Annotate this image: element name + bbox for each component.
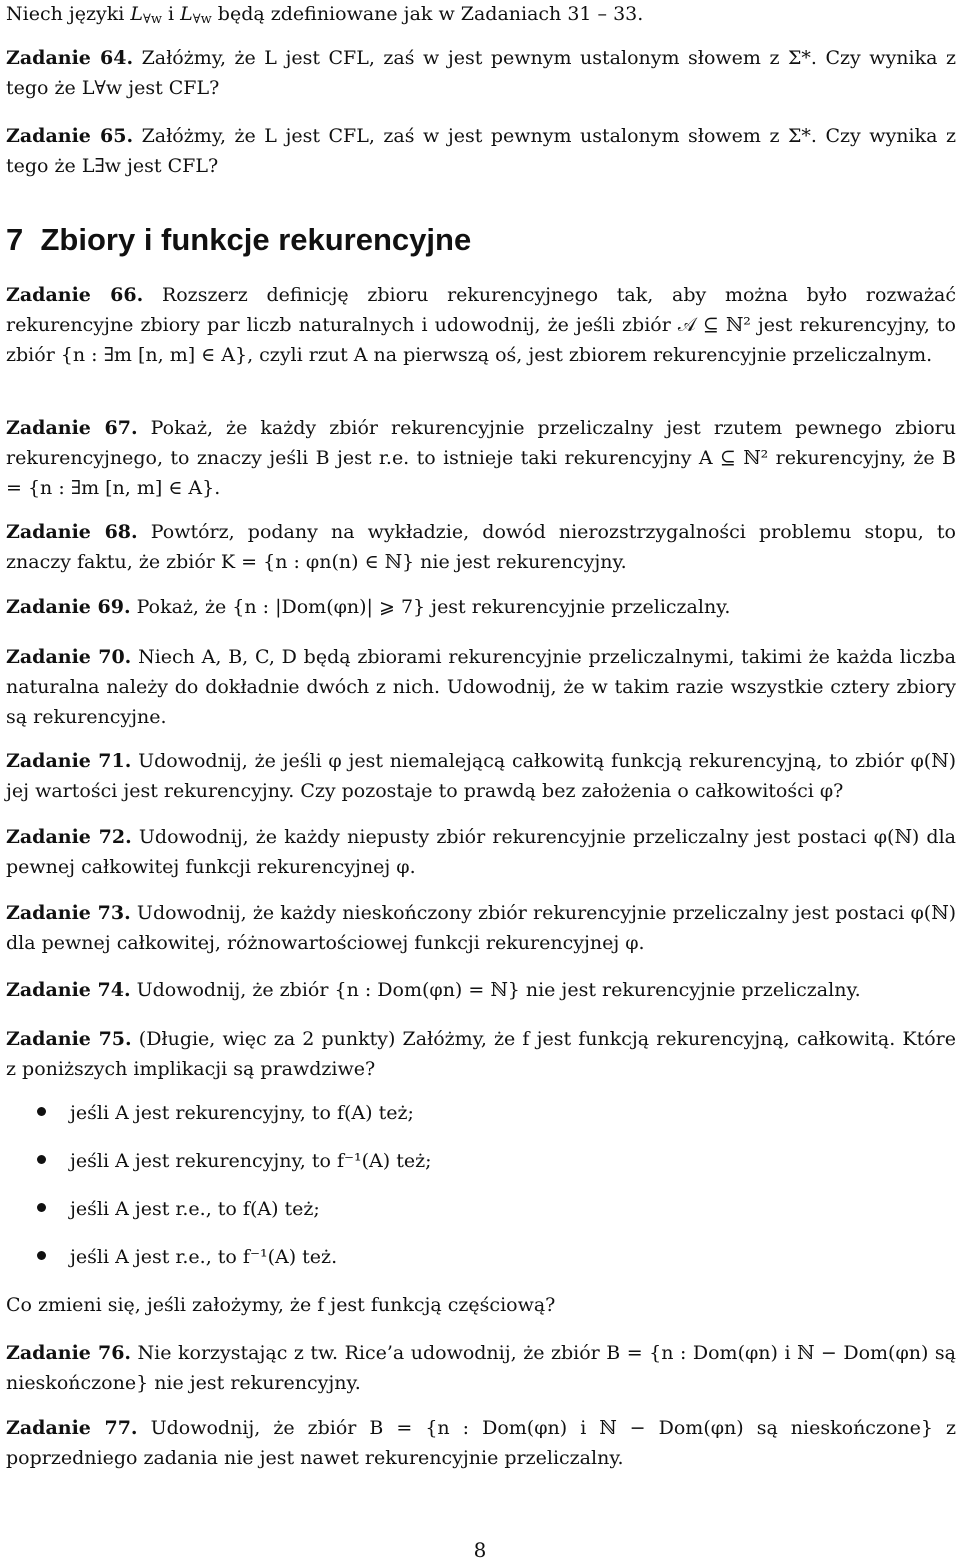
intro-subscript: ∀w bbox=[192, 12, 212, 27]
exercise-label: Zadanie 73. bbox=[6, 902, 131, 924]
section-number: 7 bbox=[6, 222, 24, 257]
page-number: 8 bbox=[473, 1538, 487, 1562]
exercise-label: Zadanie 67. bbox=[6, 417, 138, 439]
exercise-text: Załóżmy, że L jest CFL, zaś w jest pewnym ustalonym słowem z Σ*. Czy wynika z tego że L∀w jest CFL? bbox=[6, 47, 956, 99]
exercise-text: Udowodnij, że zbiór B = {n : Dom(φn) i ℕ − Dom(φn) są nieskończone} z poprzedniego zadania nie jest nawet rekurencyjnie przeliczalny. bbox=[6, 1417, 956, 1469]
section-title: Zbiory i funkcje rekurencyjne bbox=[40, 222, 472, 257]
exercise-label: Zadanie 64. bbox=[6, 47, 134, 69]
list-item-text: jeśli A jest r.e., to f(A) też; bbox=[70, 1198, 320, 1220]
bullet-icon bbox=[37, 1251, 46, 1260]
exercise-text: Nie korzystając z tw. Rice’a udowodnij, że zbiór B = {n : Dom(φn) i ℕ − Dom(φn) są nieskończone} nie jest rekurencyjny. bbox=[6, 1342, 956, 1394]
implications-list bbox=[6, 1098, 956, 1290]
exercise-70 bbox=[6, 642, 956, 732]
exercise-text: Udowodnij, że każdy nieskończony zbiór rekurencyjnie przeliczalny jest postaci φ(ℕ) dla pewnej całkowitej, różnowartościowej funkcji rekurencyjnej φ. bbox=[6, 902, 956, 954]
intro-text: i bbox=[161, 3, 181, 25]
list-item-text: jeśli A jest rekurencyjny, to f⁻¹(A) też; bbox=[70, 1150, 432, 1172]
exercise-text: Niech A, B, C, D będą zbiorami rekurencyjnie przeliczalnymi, takimi że każda liczba naturalna należy do dokładnie dwóch z nich. Udowodnij, że w takim razie wszystkie cztery zbiory są rekurencyjne. bbox=[6, 646, 956, 728]
exercise-71 bbox=[6, 746, 956, 806]
exercise-text: Pokaż, że każdy zbiór rekurencyjnie przeliczalny jest rzutem pewnego zbioru rekurencyjnego, to znaczy jeśli B jest r.e. to istnieje taki rekurencyjny A ⊆ ℕ² rekurencyjny, że B = {n : ∃m [n, m] ∈ A}. bbox=[6, 417, 956, 499]
exercise-label: Zadanie 71. bbox=[6, 750, 132, 772]
list-item bbox=[6, 1194, 956, 1242]
bullet-icon bbox=[37, 1155, 46, 1164]
list-item bbox=[6, 1098, 956, 1146]
exercise-label: Zadanie 74. bbox=[6, 979, 131, 1001]
exercise-text: Udowodnij, że jeśli φ jest niemalejącą całkowitą funkcją rekurencyjną, to zbiór φ(ℕ) jej wartości jest rekurencyjny. Czy pozostaje to prawdą bez założenia o całkowitości φ? bbox=[6, 750, 956, 802]
exercise-text: Powtórz, podany na wykładzie, dowód nierozstrzygalności problemu stopu, to znaczy faktu, że zbiór K = {n : φn(n) ∈ ℕ} nie jest rekurencyjny. bbox=[6, 521, 956, 573]
exercise-label: Zadanie 69. bbox=[6, 596, 131, 618]
intro-text: Niech języki bbox=[6, 3, 131, 25]
exercise-label: Zadanie 66. bbox=[6, 284, 144, 306]
bullet-icon bbox=[37, 1107, 46, 1116]
exercise-text: Udowodnij, że każdy niepusty zbiór rekurencyjnie przeliczalny jest postaci φ(ℕ) dla pewnej całkowitej funkcji rekurencyjnej φ. bbox=[6, 826, 956, 878]
exercise-label: Zadanie 76. bbox=[6, 1342, 132, 1364]
exercise-69 bbox=[6, 592, 956, 622]
exercise-text: Rozszerz definicję zbioru rekurencyjnego tak, aby można było rozważać rekurencyjne zbiory par liczb naturalnych i udowodnij, że jeśli zbiór 𝒜 ⊆ ℕ² jest rekurencyjny, to zbiór {n : ∃m [n, m] ∈ A}, czyli rzut A na pierwszą oś, jest zbiorem rekurencyjnie przeliczalnym. bbox=[6, 284, 956, 366]
list-item-text: jeśli A jest r.e., to f⁻¹(A) też. bbox=[70, 1246, 338, 1268]
exercise-text: Udowodnij, że zbiór {n : Dom(φn) = ℕ} nie jest rekurencyjnie przeliczalny. bbox=[130, 979, 861, 1001]
exercise-75-followup: Co zmieni się, jeśli założymy, że f jest funkcją częściową? bbox=[6, 1294, 556, 1316]
exercise-75 bbox=[6, 1024, 956, 1084]
exercise-text: (Długie, więc za 2 punkty) Załóżmy, że f jest funkcją rekurencyjną, całkowitą. Które z poniższych implikacji są prawdziwe? bbox=[6, 1028, 956, 1080]
list-item bbox=[6, 1146, 956, 1194]
intro-text: będą zdefiniowane jak w Zadaniach 31 – 33. bbox=[211, 3, 644, 25]
intro-paragraph: Niech języki $L_{\forall w}$ i $L_{\forall w}$ będą zdefiniowane jak w Zadaniach 31 – 33. bbox=[6, 3, 644, 27]
section-heading bbox=[6, 220, 471, 260]
exercise-label: Zadanie 68. bbox=[6, 521, 138, 543]
exercise-76 bbox=[6, 1338, 956, 1398]
exercise-label: Zadanie 65. bbox=[6, 125, 134, 147]
exercise-66 bbox=[6, 280, 956, 370]
exercise-text: Pokaż, że {n : |Dom(φn)| ⩾ 7} jest rekurencyjnie przeliczalny. bbox=[130, 596, 731, 618]
exercise-77 bbox=[6, 1413, 956, 1473]
list-item-text: jeśli A jest rekurencyjny, to f(A) też; bbox=[70, 1102, 414, 1124]
exercise-label: Zadanie 72. bbox=[6, 826, 132, 848]
bullet-icon bbox=[37, 1203, 46, 1212]
exercise-64 bbox=[6, 43, 956, 103]
exercise-74 bbox=[6, 975, 956, 1005]
list-item bbox=[6, 1242, 956, 1290]
exercise-72 bbox=[6, 822, 956, 882]
exercise-65 bbox=[6, 121, 956, 181]
exercise-label: Zadanie 70. bbox=[6, 646, 132, 668]
intro-subscript: ∀w bbox=[143, 12, 162, 27]
exercise-text: Załóżmy, że L jest CFL, zaś w jest pewnym ustalonym słowem z Σ*. Czy wynika z tego że L∃w jest CFL? bbox=[6, 125, 956, 177]
exercise-67 bbox=[6, 413, 956, 503]
exercise-label: Zadanie 75. bbox=[6, 1028, 132, 1050]
exercise-label: Zadanie 77. bbox=[6, 1417, 138, 1439]
exercise-68 bbox=[6, 517, 956, 577]
exercise-73 bbox=[6, 898, 956, 958]
